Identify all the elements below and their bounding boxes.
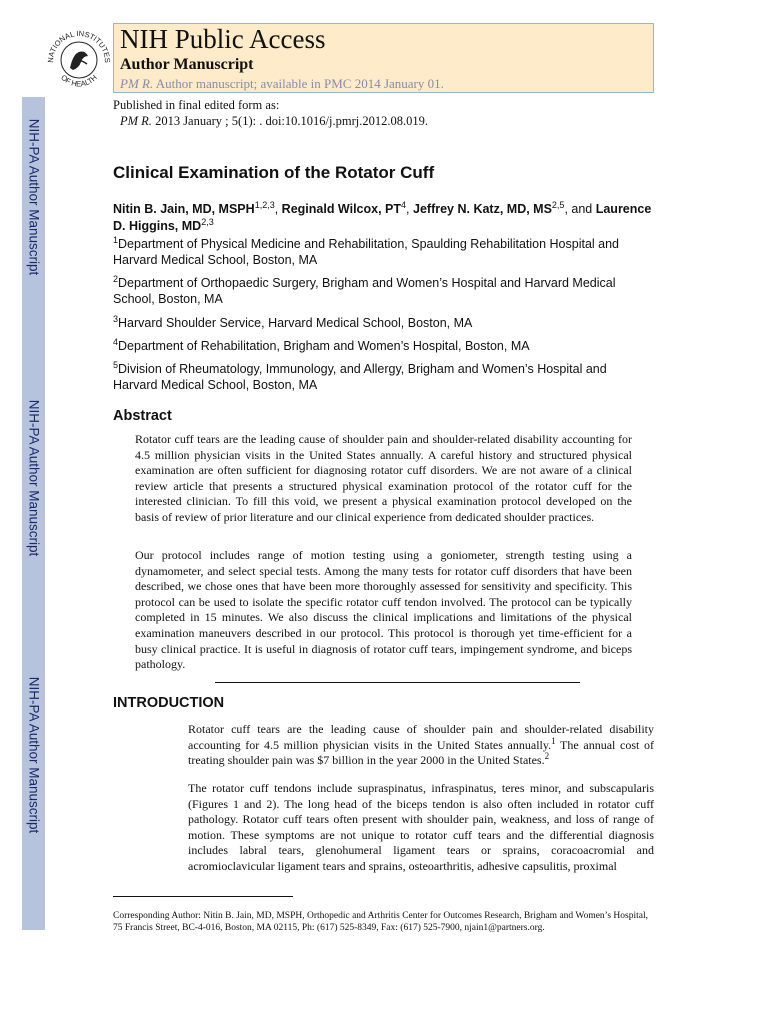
introduction-heading: INTRODUCTION [113,695,225,711]
author-list: Nitin B. Jain, MD, MSPH$^{1,2,3}$, Reginald Wilcox, $PT^4$, Jeffrey N. Katz, MD, MS$^{2,5}$, and Laurence D. Higgins, MD$^{2,3}$ [113,199,652,233]
intro-paragraph: The rotator cuff tendons include supraspinatus, infraspinatus, teres minor, and subscapularis (Figures 1 and 2). The long head of the biceps tendon is also often included in rotator cuff pathology. Rotator cuff tears often present with shoulder pain, weakness, and loss of range of motion. These symptoms are not unique to rotator cuff tears and the differential diagnosis includes labral tears, glenohumeral ligament tears or sprains, coracoacromial and acromioclavicular ligament tears and sprains, osteoarthritis, adhesive capsulitis, proximal [188,781,654,873]
footnote-divider [113,896,293,897]
affiliation: $^5$Division of Rheumatology, Immunology, and Allergy, Brigham and Women’s Hospital and Harvard Medical School, Boston, MA [113,359,607,392]
abstract-paragraph: Rotator cuff tears are the leading cause of shoulder pain and shoulder-related disability accounting for 4.5 million physician visits in the United States annually. A careful history and structured physical examination are often sufficient for diagnosing rotator cuff disorders. We are not aware of a clinical review article that presents a structured physical examination protocol of the rotator cuff for the interested clinician. To fill this void, we present a physical examination protocol developed on the basis of review of prior literature and our clinical experience from dedicated shoulder practices. [135,432,632,524]
author-name: Jeffrey N. Katz, MD, MS [413,202,552,216]
header-banner [113,23,654,93]
citation-line: PM R. 2013 January ; 5(1): . doi:10.1016/j.pmrj.2012.08.019. [120,114,428,128]
nih-logo [43,22,115,94]
header-title: NIH Public Access [120,24,326,54]
abstract-paragraph: Our protocol includes range of motion testing using a goniometer, strength testing using a dynamometer, and select special tests. Among the many tests for rotator cuff disorders that have been described, we chose ones that have been more thoroughly assessed for sensitivity and specificity. This protocol can be used to isolate the specific rotator cuff tendon involved. The protocol can be typically completed in 15 minutes. We also discuss the clinical implications and limitations of the physical examination maneuvers described in our protocol. This protocol is thorough yet time-efficient for a busy clinical practice. It is useful in diagnosis of rotator cuff tears, impingement syndrome, and biceps pathology. [135,548,632,672]
article-title: Clinical Examination of the Rotator Cuff [113,163,435,182]
affiliation: $^4$Department of Rehabilitation, Brigham and Women’s Hospital, Boston, MA [113,336,530,353]
abstract-heading: Abstract [113,408,172,424]
published-line: Published in final edited form as: [113,98,280,112]
affiliation: $^1$Department of Physical Medicine and Rehabilitation, Spaulding Rehabilitation Hospital and Harvard Medical School, Boston, MA [113,234,620,267]
affiliation: $^2$Department of Orthopaedic Surgery, Brigham and Women’s Hospital and Harvard Medical School, Boston, MA [113,273,616,306]
side-label-2: NIH-PA Author Manuscript [26,399,41,557]
author-name: Nitin B. Jain, MD, MSPH [113,202,255,216]
header-note: PM R. Author manuscript; available in PMC 2014 January 01. [120,76,444,91]
author-name: Laurence D. Higgins, MD [113,202,652,233]
author-name: Reginald Wilcox, PT [281,202,402,216]
side-label-1: NIH-PA Author Manuscript [26,118,41,276]
intro-paragraph: Rotator cuff tears are the leading cause of shoulder pain and shoulder-related disability accounting for 4.5 million physician visits in the United States annually.$^1$ The annual cost of treating shoulder pain was $7 billion in the year 2000 in the United States.$^2$ [188,722,654,768]
svg-text:NATIONAL INSTITUTES: NATIONAL INSTITUTES [45,28,113,63]
header-subtitle: Author Manuscript [120,56,254,73]
side-label-3: NIH-PA Author Manuscript [26,676,41,834]
affiliation: $^3$Harvard Shoulder Service, Harvard Medical School, Boston, MA [113,313,473,330]
svg-text:OF HEALTH: OF HEALTH [59,72,99,89]
section-divider [215,682,580,683]
corresponding-author-footnote: Corresponding Author: Nitin B. Jain, MD, MSPH, Orthopedic and Arthritis Center for Outcomes Research, Brigham and Women’s Hospital, 75 Francis Street, BC-4-016, Boston, MA 02115, Ph: (617) 525-8349, Fax: (617) 525-7900, njain1@partners.org. [113,911,648,933]
